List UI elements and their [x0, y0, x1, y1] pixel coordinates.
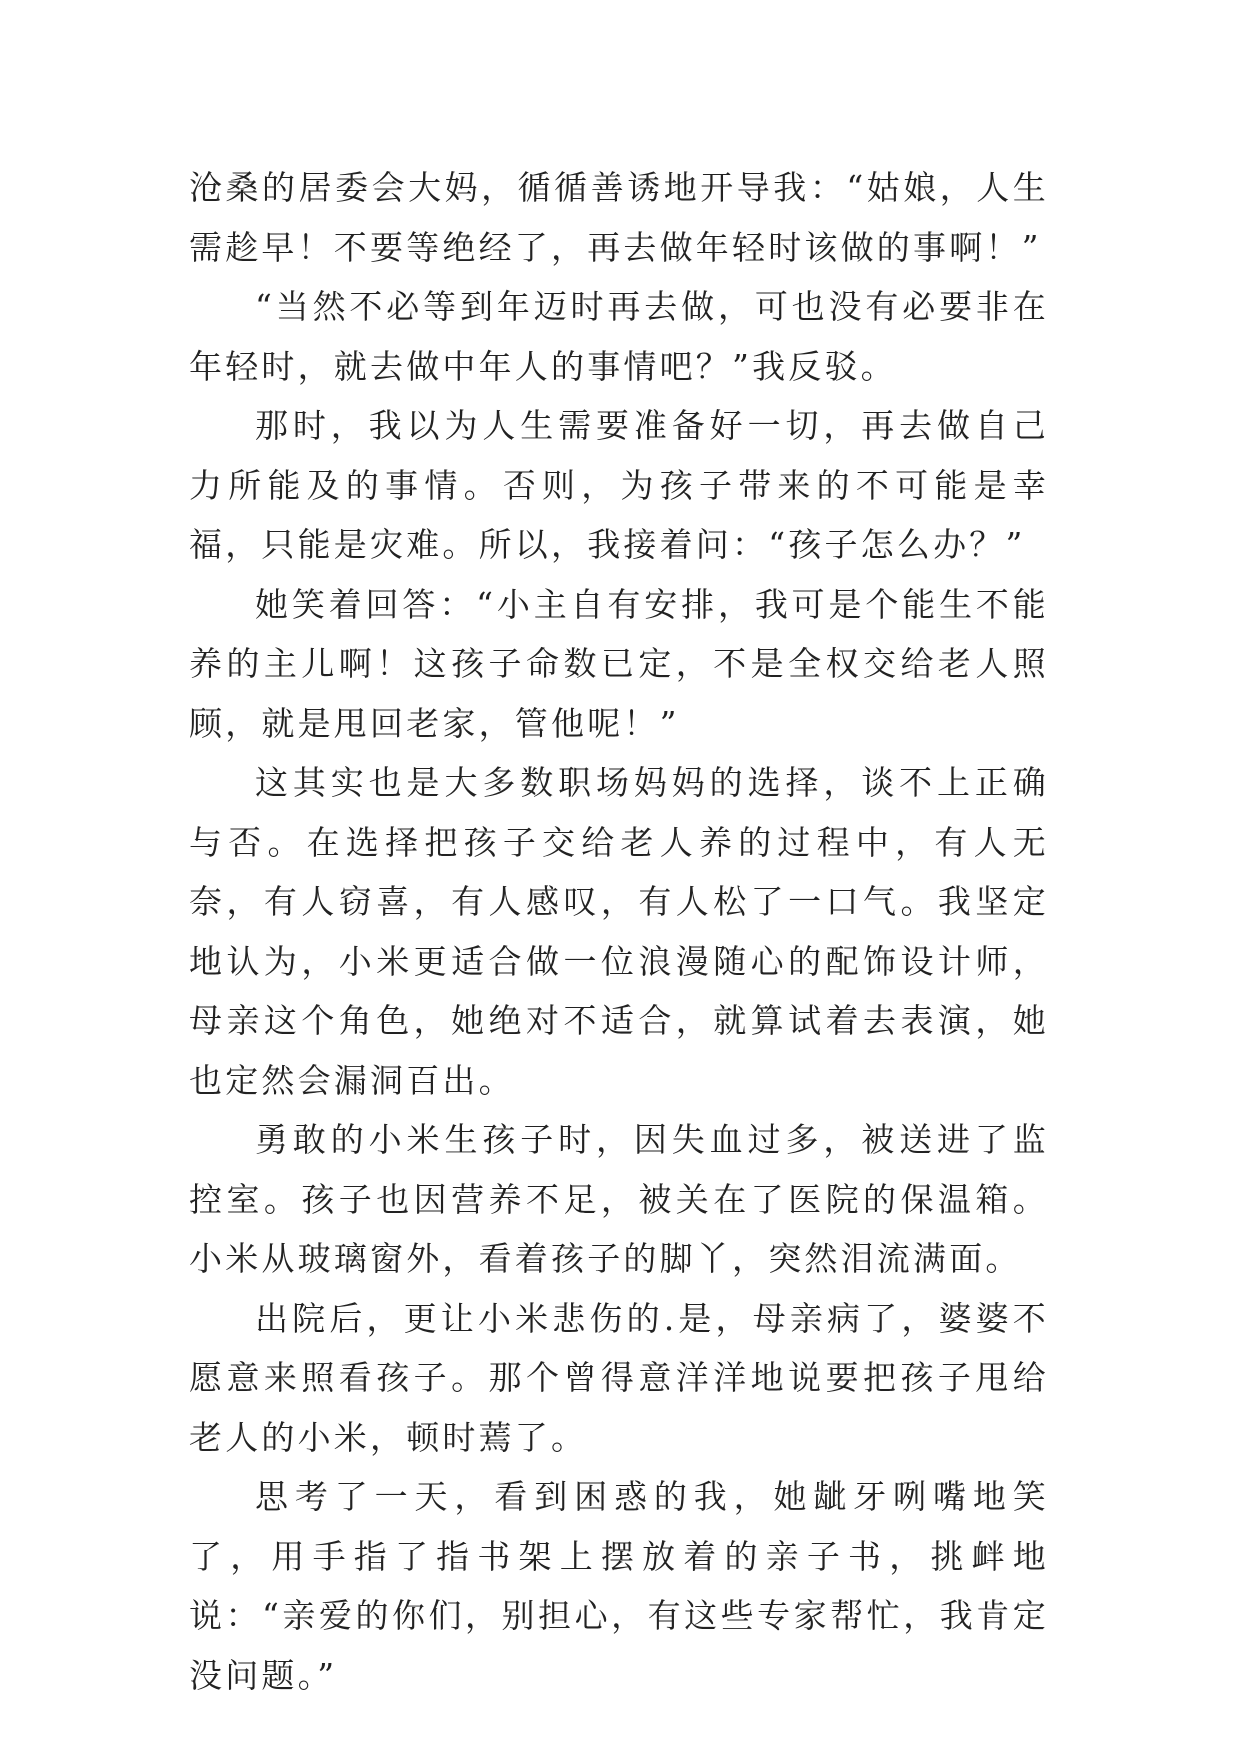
paragraph-5: 这其实也是大多数职场妈妈的选择，谈不上正确与否。在选择把孩子交给老人养的过程中，有人无奈，有人窃喜，有人感叹，有人松了一口气。我坚定地认为，小米更适合做一位浪漫随心的配饰设计师，母亲这个角色，她绝对不适合，就算试着去表演，她也定然会漏洞百出。	[189, 763, 1049, 1100]
paragraph-7: 出院后，更让小米悲伤的.是，母亲病了，婆婆不愿意来照看孩子。那个曾得意洋洋地说要把孩子甩给老人的小米，顿时蔫了。	[189, 1298, 1049, 1457]
paragraph-2: “当然不必等到年迈时再去做，可也没有必要非在年轻时，就去做中年人的事情吧？”我反驳。	[189, 287, 1049, 386]
paragraph-4: 她笑着回答：“小主自有安排，我可是个能生不能养的主儿啊！这孩子命数已定，不是全权交给老人照顾，就是甩回老家，管他呢！”	[189, 584, 1049, 743]
paragraph-3: 那时，我以为人生需要准备好一切，再去做自己力所能及的事情。否则，为孩子带来的不可能是幸福，只能是灾难。所以，我接着问：“孩子怎么办？”	[189, 406, 1049, 564]
paragraph-8: 思考了一天，看到困惑的我，她龇牙咧嘴地笑了，用手指了指书架上摆放着的亲子书，挑衅地说：“亲爱的你们，别担心，有这些专家帮忙，我肯定没问题。”	[189, 1477, 1049, 1695]
paragraph-1: 沧桑的居委会大妈，循循善诱地开导我：“姑娘，人生需趁早！不要等绝经了，再去做年轻时该做的事啊！”	[189, 168, 1049, 267]
paragraph-6: 勇敢的小米生孩子时，因失血过多，被送进了监控室。孩子也因营养不足，被关在了医院的保温箱。小米从玻璃窗外，看着孩子的脚丫，突然泪流满面。	[189, 1120, 1049, 1278]
document-page	[189, 158, 1049, 1705]
